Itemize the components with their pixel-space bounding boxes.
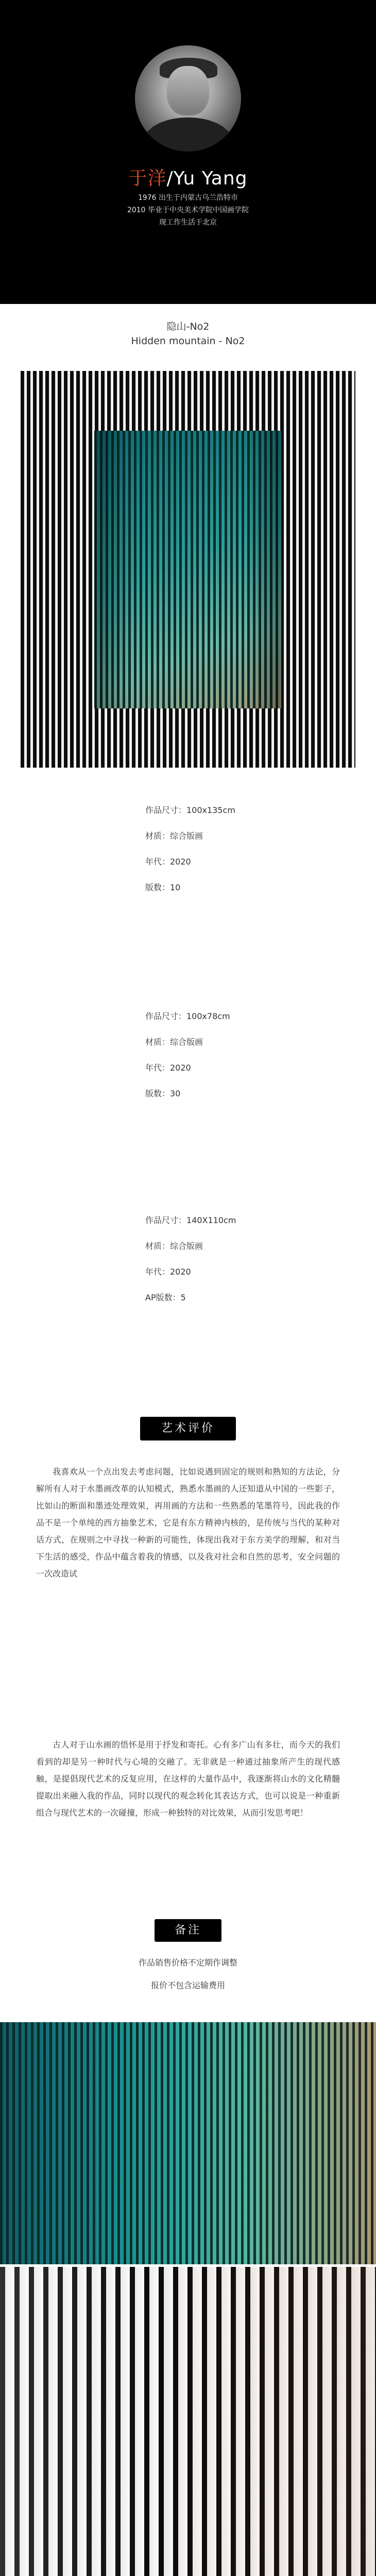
bio-line: 现工作生活于北京 — [159, 218, 217, 227]
review-paragraph: 古人对于山水画的悟怀是用于抒发和寄托。心有多广山有多壮，而今天的我们看到的却是另一种时代与心境的交融了。无非就是一种通过抽象所产生的现代感触，是提倡现代艺术的反复应用，在这样的大量作品中，我逐渐将山水的文化精髓提取出来融入我的作品，同时以现代的观念转化其表达方式，也可以说是一种重新组合与现代艺术的一次碰撞，形成一种独特的对比效果，从而引发思考吧！ — [36, 1740, 340, 1818]
bio-line: 2010 毕业于中央美术学院中国画学院 — [127, 206, 249, 214]
edition-specs-3 — [145, 1215, 236, 1303]
note-line: 报价不包含运输费用 — [150, 1980, 225, 1990]
spec-year: 年代：2020 — [145, 1063, 191, 1073]
spec-size: 作品尺寸：100x78cm — [145, 1011, 230, 1021]
artist-name-cn: 于洋 — [128, 168, 167, 189]
artwork-title-en: Hidden mountain - No2 — [131, 335, 245, 347]
spec-material: 材质：综合版画 — [145, 1241, 203, 1251]
spec-count: AP版数：5 — [145, 1293, 186, 1302]
spec-size: 作品尺寸：140X110cm — [145, 1215, 236, 1225]
spec-size: 作品尺寸：100x135cm — [145, 805, 235, 815]
spec-material: 材质：综合版画 — [145, 831, 203, 841]
artwork-title — [0, 319, 376, 348]
artist-avatar — [135, 45, 241, 151]
artist-name-en: /Yu Yang — [166, 168, 248, 189]
notes-heading: 备注 — [155, 1919, 221, 1942]
artist-bio — [0, 192, 376, 229]
notes-body — [0, 1955, 376, 1993]
review-paragraph: 我喜欢从一个点出发去考虑问题，比如说遇到固定的规则和熟知的方法论，分解所有人对于水墨画改革的认知模式，熟悉水墨画的人还知道从中国的一些影子，比如山的断面和墨迹处理效果，再用画的方法和一些熟悉的笔墨符号，因此我的作品不是一个单纯的西方抽象艺术，它是有东方精神内核的，是传统与当代的某种对话方式，在规则之中寻找一种新的可能性，体现出我对于东方美学的理解，和对当下生活的感受，作品中蕴含着我的情感，以及我对社会和自然的思考，安全问题的一次改造试 — [36, 1467, 340, 1579]
artist-header — [0, 0, 376, 304]
artist-name — [0, 164, 376, 190]
detail-image-bw — [0, 2267, 376, 2576]
bio-line: 1976 出生于内蒙古乌兰浩特市 — [138, 194, 238, 202]
note-line: 作品销售价格不定期作调整 — [138, 1958, 237, 1968]
spec-year: 年代：2020 — [145, 857, 191, 867]
spec-count: 版数：10 — [145, 883, 181, 892]
artwork-image — [21, 371, 355, 768]
artwork-title-cn: 隐山-No2 — [166, 321, 210, 332]
spec-count: 版数：30 — [145, 1089, 181, 1098]
review-heading: 艺术评价 — [140, 1417, 236, 1440]
edition-specs-1 — [145, 805, 235, 893]
edition-specs-2 — [145, 1011, 230, 1099]
detail-image-teal — [0, 2022, 376, 2264]
spec-material: 材质：综合版画 — [145, 1037, 203, 1047]
spec-year: 年代：2020 — [145, 1267, 191, 1277]
